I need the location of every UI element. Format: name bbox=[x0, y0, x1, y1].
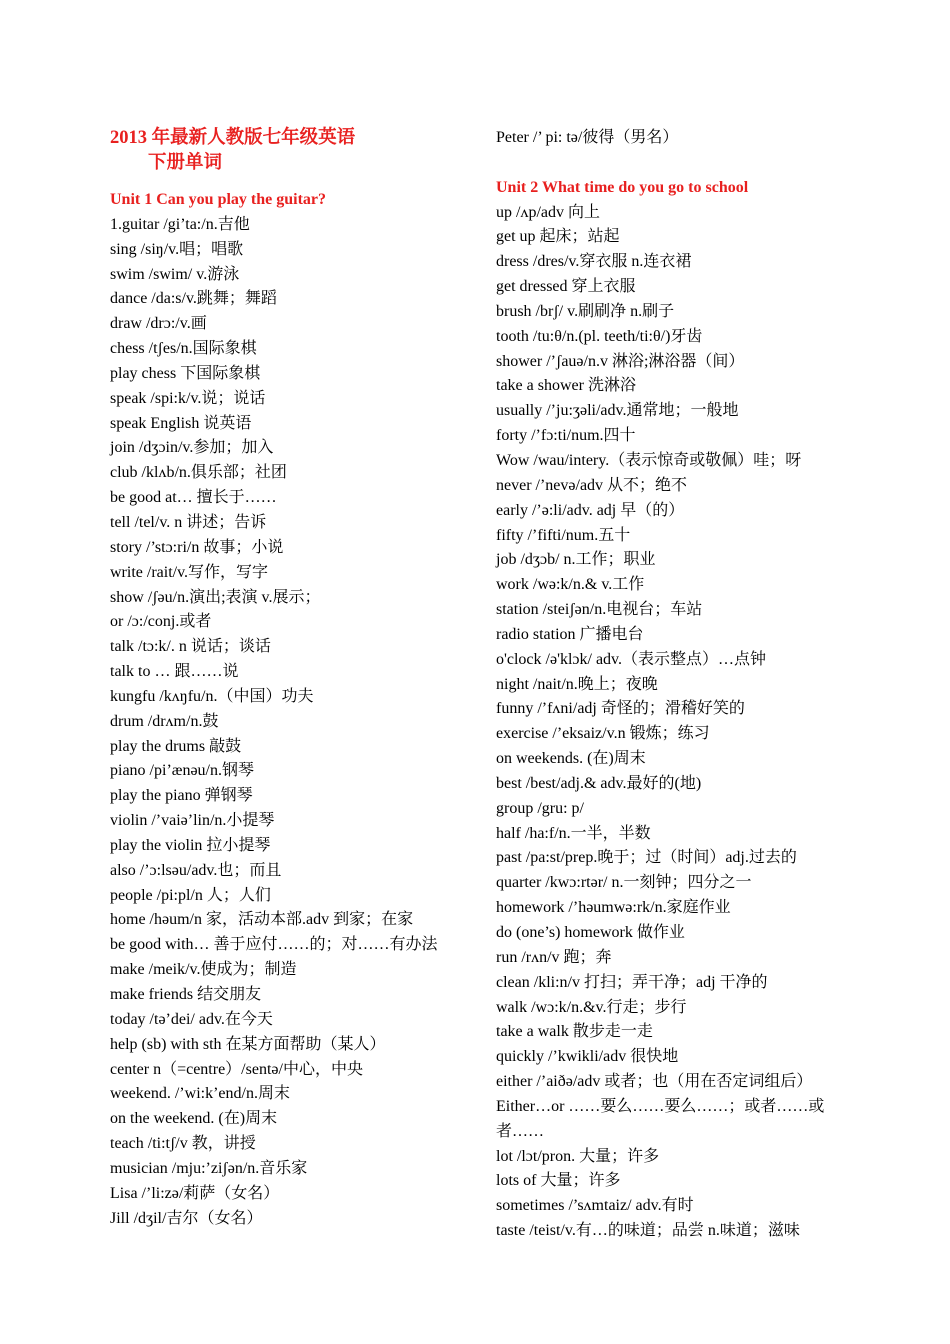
vocabulary-entry: lots of 大量；许多 bbox=[496, 1172, 621, 1190]
vocabulary-entry: station /steiʃən/n.电视台；车站 bbox=[496, 601, 703, 619]
vocabulary-entry: do (one’s) homework 做作业 bbox=[496, 924, 685, 941]
vocabulary-entry: early /’ə:li/adv. adj 早（的） bbox=[496, 501, 685, 519]
vocabulary-entry: talk to … 跟……说 bbox=[110, 663, 239, 681]
vocabulary-entry: get up 起床；站起 bbox=[496, 228, 620, 246]
vocabulary-entry: make /meik/v.使成为；制造 bbox=[110, 961, 297, 979]
vocabulary-entry: story /’stɔ:ri/n 故事；小说 bbox=[110, 538, 284, 556]
vocabulary-entry: 1.guitar /gi’ta:/n.吉他 bbox=[110, 215, 250, 233]
vocabulary-entry: o'clock /ə'klɔk/ adv.（表示整点）…点钟 bbox=[496, 650, 767, 668]
vocabulary-entry: funny /’fʌni/adj 奇怪的；滑稽好笑的 bbox=[496, 700, 745, 718]
vocabulary-entry: play chess 下国际象棋 bbox=[110, 364, 261, 382]
vocabulary-entry: speak English 说英语 bbox=[110, 414, 252, 432]
vocabulary-entry: quarter /kwɔ:rtər/ n.一刻钟；四分之一 bbox=[496, 874, 752, 892]
vocabulary-entry: taste /teist/v.有…的味道；品尝 n.味道；滋味 bbox=[496, 1222, 800, 1240]
vocabulary-entry: shower /’ʃauə/n.v 淋浴;淋浴器（间） bbox=[496, 352, 745, 370]
unit-1-heading: Unit 1 Can you play the guitar? bbox=[110, 191, 327, 208]
vocabulary-entry: draw /drɔ:/v.画 bbox=[110, 315, 207, 333]
vocabulary-entry: club /klʌb/n.俱乐部；社团 bbox=[110, 464, 287, 482]
vocabulary-entry: clean /kli:n/v 打扫；弄干净；adj 干净的 bbox=[496, 973, 768, 991]
vocabulary-entry: help (sb) with sth 在某方面帮助（某人） bbox=[110, 1035, 386, 1053]
vocabulary-entry: quickly /’kwikli/adv 很快地 bbox=[496, 1048, 679, 1066]
vocabulary-entry: work /wə:k/n.& v.工作 bbox=[496, 576, 645, 594]
vocabulary-entry: sing /siŋ/v.唱；唱歌 bbox=[110, 240, 244, 258]
vocabulary-entry: on weekends. (在)周末 bbox=[496, 750, 646, 768]
vocabulary-entry: group /gru: p/ bbox=[496, 799, 584, 817]
spacer bbox=[496, 151, 856, 176]
vocabulary-entry: tell /tel/v. n 讲述；告诉 bbox=[110, 513, 267, 531]
vocabulary-entry: take a walk 散步走一走 bbox=[496, 1023, 653, 1041]
vocabulary-entry: play the drums 敲鼓 bbox=[110, 737, 242, 755]
left-column bbox=[110, 126, 480, 1231]
vocabulary-entry: up /ʌp/adv 向上 bbox=[496, 203, 600, 221]
vocabulary-entry: Wow /wau/intery.（表示惊奇或敬佩）哇；呀 bbox=[496, 451, 802, 469]
vocabulary-entry: Either…or ……要么……要么……；或者……或者…… bbox=[496, 1097, 825, 1140]
vocabulary-entry: job /dʒɔb/ n.工作；职业 bbox=[496, 551, 656, 569]
vocabulary-entry: drum /drʌm/n.鼓 bbox=[110, 712, 219, 730]
vocabulary-entry: show /ʃəu/n.演出;表演 v.展示； bbox=[110, 588, 321, 606]
vocabulary-entry: talk /tɔ:k/. n 说话；谈话 bbox=[110, 638, 271, 656]
vocabulary-entry: home /həum/n 家，活动本部.adv 到家；在家 bbox=[110, 911, 414, 929]
unit-2-word-list bbox=[496, 201, 856, 1244]
vocabulary-entry: today /tə’dei/ adv.在今天 bbox=[110, 1010, 273, 1028]
vocabulary-entry: usually /’ju:ʒəli/adv.通常地；一般地 bbox=[496, 402, 739, 420]
vocabulary-entry: kungfu /kʌŋfu/n.（中国）功夫 bbox=[110, 687, 314, 705]
vocabulary-entry: never /’nevə/adv 从不；绝不 bbox=[496, 476, 688, 494]
spacer bbox=[110, 176, 480, 188]
unit-1-word-list bbox=[110, 213, 480, 1232]
vocabulary-entry: play the violin 拉小提琴 bbox=[110, 836, 271, 854]
vocabulary-entry: walk /wɔ:k/n.&v.行走；步行 bbox=[496, 998, 687, 1016]
vocabulary-entry: center n（=centre）/sentə/中心，中央 bbox=[110, 1060, 363, 1078]
vocabulary-entry: sometimes /’sʌmtaiz/ adv.有时 bbox=[496, 1197, 694, 1215]
vocabulary-entry: forty /’fɔ:ti/num.四十 bbox=[496, 427, 636, 445]
vocabulary-entry: join /dʒɔin/v.参加；加入 bbox=[110, 439, 274, 457]
vocabulary-entry: on the weekend. (在)周末 bbox=[110, 1110, 278, 1128]
vocabulary-entry: weekend. /’wi:k’end/n.周末 bbox=[110, 1085, 290, 1103]
vocabulary-entry: speak /spi:k/v.说；说话 bbox=[110, 389, 266, 407]
document-title-line-1: 2013 年最新人教版七年级英语 bbox=[110, 128, 356, 148]
vocabulary-entry: brush /brʃ/ v.刷刷净 n.刷子 bbox=[496, 302, 675, 320]
vocabulary-entry: dance /da:s/v.跳舞；舞蹈 bbox=[110, 290, 277, 308]
vocabulary-entry: also /’ɔ:lsəu/adv.也；而且 bbox=[110, 861, 282, 879]
vocabulary-entry: tooth /tu:θ/n.(pl. teeth/ti:θ/)牙齿 bbox=[496, 327, 703, 345]
vocabulary-entry: past /pa:st/prep.晚于；过（时间）adj.过去的 bbox=[496, 849, 797, 867]
vocabulary-entry: musician /mju:’ziʃən/n.音乐家 bbox=[110, 1159, 308, 1177]
vocabulary-entry: exercise /’eksaiz/v.n 锻炼；练习 bbox=[496, 725, 710, 743]
vocabulary-entry: dress /dres/v.穿衣服 n.连衣裙 bbox=[496, 253, 692, 271]
vocabulary-entry: lot /lɔt/pron. 大量；许多 bbox=[496, 1147, 660, 1165]
vocabulary-entry: people /pi:pl/n 人；人们 bbox=[110, 886, 271, 904]
vocabulary-entry: teach /ti:tʃ/v 教，讲授 bbox=[110, 1135, 256, 1153]
vocabulary-entry: fifty /’fifti/num.五十 bbox=[496, 526, 631, 544]
right-column bbox=[496, 126, 856, 1244]
vocabulary-entry: swim /swim/ v.游泳 bbox=[110, 265, 240, 283]
vocabulary-entry: write /rait/v.写作，写字 bbox=[110, 563, 269, 581]
vocabulary-entry: night /nait/n.晚上；夜晚 bbox=[496, 675, 658, 693]
vocabulary-entry: play the piano 弹钢琴 bbox=[110, 787, 253, 805]
vocabulary-entry: be good with… 善于应付……的；对……有办法 bbox=[110, 936, 438, 954]
vocabulary-entry: Jill /dʒil/吉尔（女名） bbox=[110, 1209, 263, 1227]
vocabulary-entry: take a shower 洗淋浴 bbox=[496, 377, 636, 395]
vocabulary-entry: be good at… 擅长于…… bbox=[110, 489, 277, 507]
vocabulary-entry: chess /tʃes/n.国际象棋 bbox=[110, 340, 257, 358]
vocabulary-entry: half /ha:f/n.一半，半数 bbox=[496, 824, 651, 842]
document-title-line-2: 下册单词 bbox=[148, 153, 223, 173]
vocabulary-entry: violin /’vaiə’lin/n.小提琴 bbox=[110, 812, 275, 830]
vocabulary-entry: piano /pi’ænəu/n.钢琴 bbox=[110, 762, 254, 780]
vocabulary-entry: radio station 广播电台 bbox=[496, 625, 644, 643]
vocabulary-entry: get dressed 穿上衣服 bbox=[496, 278, 636, 296]
vocabulary-entry: best /best/adj.& adv.最好的(地) bbox=[496, 774, 702, 792]
vocabulary-entry: run /rʌn/v 跑；奔 bbox=[496, 948, 612, 966]
vocabulary-entry: Peter /’ pi: tə/彼得（男名） bbox=[496, 129, 679, 146]
vocabulary-entry: Lisa /’li:zə/莉萨（女名） bbox=[110, 1184, 280, 1202]
vocabulary-entry: homework /’həumwə:rk/n.家庭作业 bbox=[496, 899, 731, 917]
vocabulary-entry: or /ɔ:/conj.或者 bbox=[110, 613, 212, 631]
vocabulary-entry: make friends 结交朋友 bbox=[110, 986, 262, 1003]
unit-2-heading: Unit 2 What time do you go to school bbox=[496, 178, 749, 196]
vocabulary-entry: either /’aiðə/adv 或者；也（用在否定词组后） bbox=[496, 1073, 813, 1091]
